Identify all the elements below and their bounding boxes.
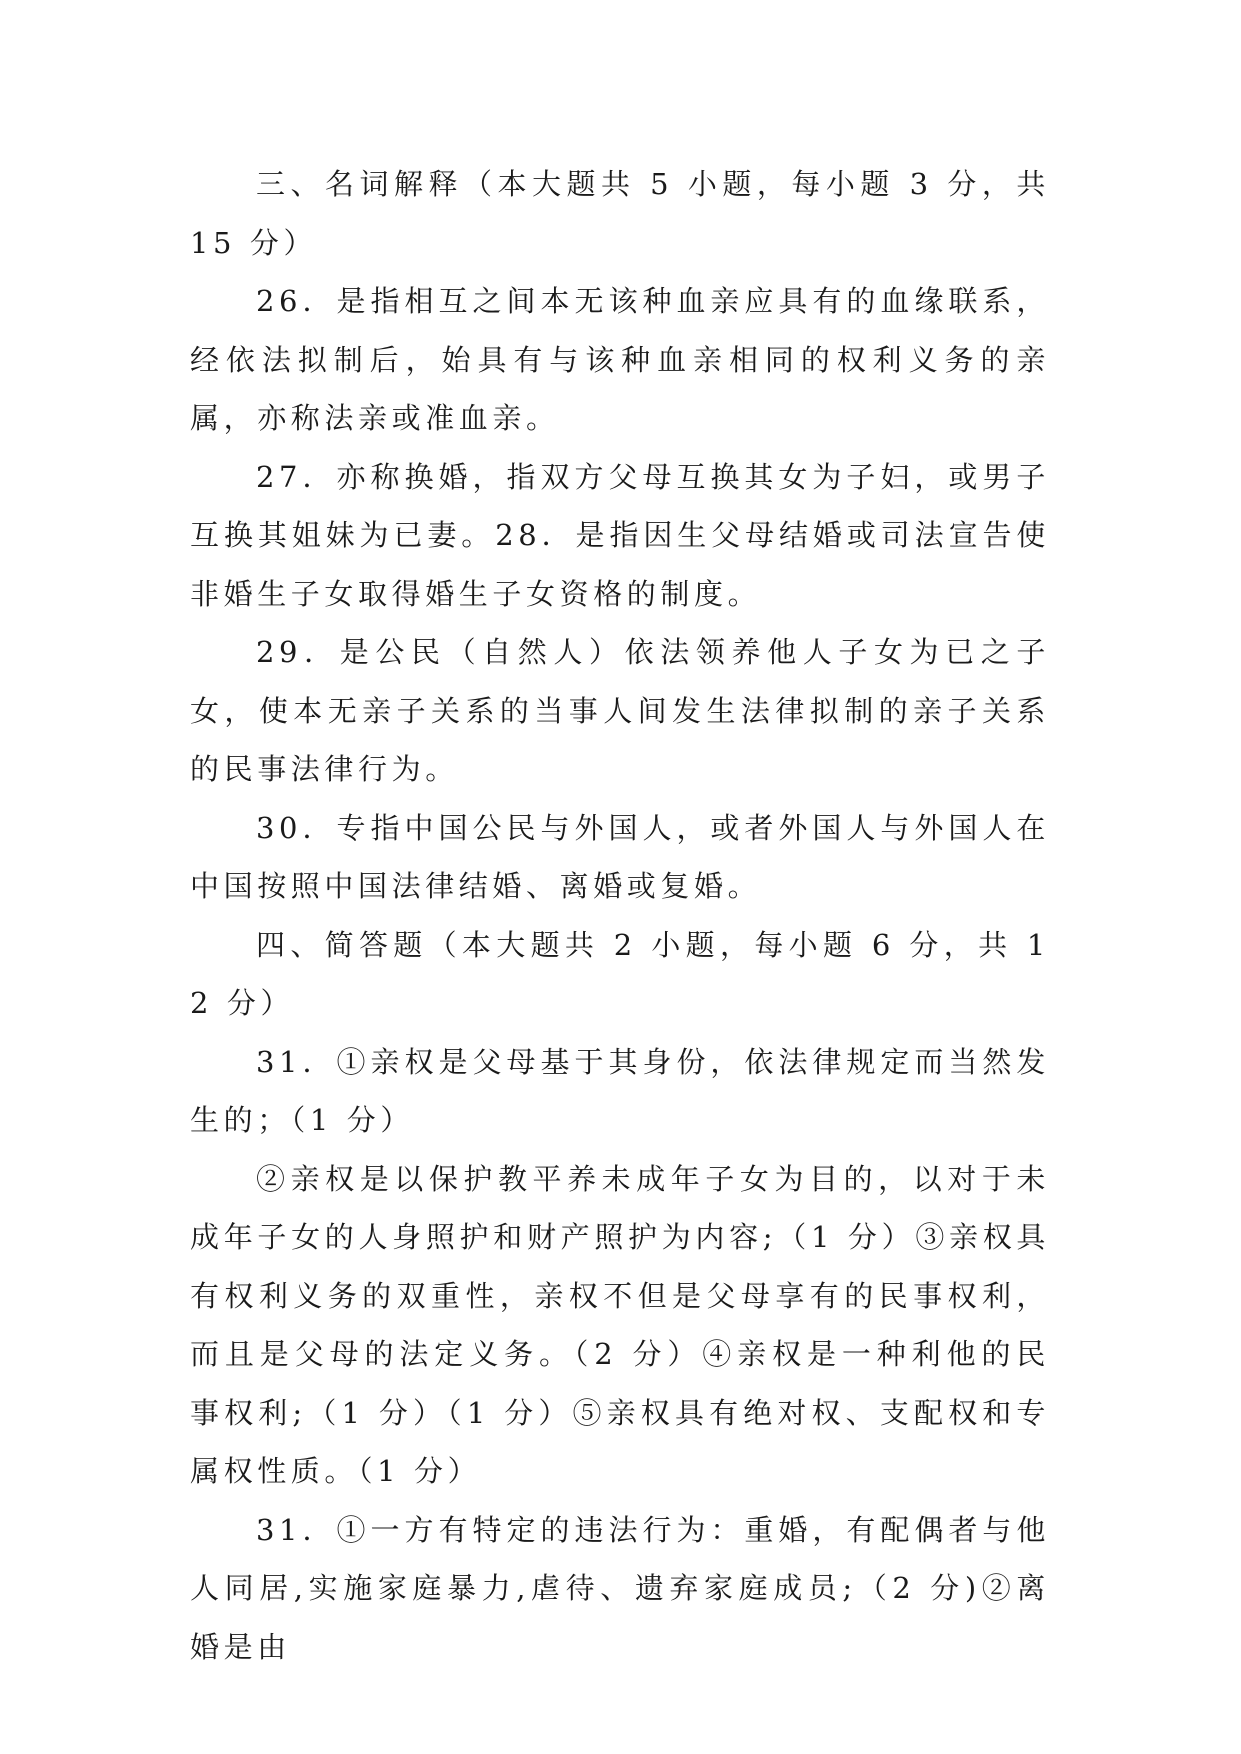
answer-30: 30．专指中国公民与外国人，或者外国人与外国人在中国按照中国法律结婚、离婚或复婚。 xyxy=(190,810,1050,903)
answer-26: 26．是指相互之间本无该种血亲应具有的血缘联系，经依法拟制后，始具有与该种血亲相同的权利义务的亲属，亦称法亲或准血亲。 xyxy=(190,284,1050,435)
answer-31-b: ②亲权是以保护教平养未成年子女为目的，以对于未成年子女的人身照护和财产照护为内容;（1 分）③亲权具有权利义务的双重性，亲权不但是父母享有的民事权利，而且是父母的法定义务。（2 分）④亲权是一种利他的民事权利;（1 分）（1 分）⑤亲权具有绝对权、支配权和专属权性质。（1 分） xyxy=(190,1161,1050,1488)
answer-29: 29．是公民（自然人）依法领养他人子女为已之子女，使本无亲子关系的当事人间发生法律拟制的亲子关系的民事法律行为。 xyxy=(190,635,1050,786)
answer-31-c: 31．①一方有特定的违法行为：重婚，有配偶者与他人同居,实施家庭暴力,虐待、遗弃家庭成员;（2 分)②离婚是由 xyxy=(190,1512,1050,1664)
answer-27-28: 27．亦称换婚，指双方父母互换其女为子妇，或男子互换其姐妹为已妻。28．是指因生父母结婚或司法宣告使非婚生子女取得婚生子女资格的制度。 xyxy=(190,459,1050,611)
section-3-heading: 三、名词解释（本大题共 5 小题，每小题 3 分，共 15 分） xyxy=(190,167,1050,260)
section-4-heading: 四、简答题（本大题共 2 小题，每小题 6 分，共 12 分） xyxy=(190,927,1050,1020)
answer-31-a: 31．①亲权是父母基于其身份，依法律规定而当然发生的；（1 分） xyxy=(190,1044,1050,1137)
document-body xyxy=(190,155,1050,1676)
